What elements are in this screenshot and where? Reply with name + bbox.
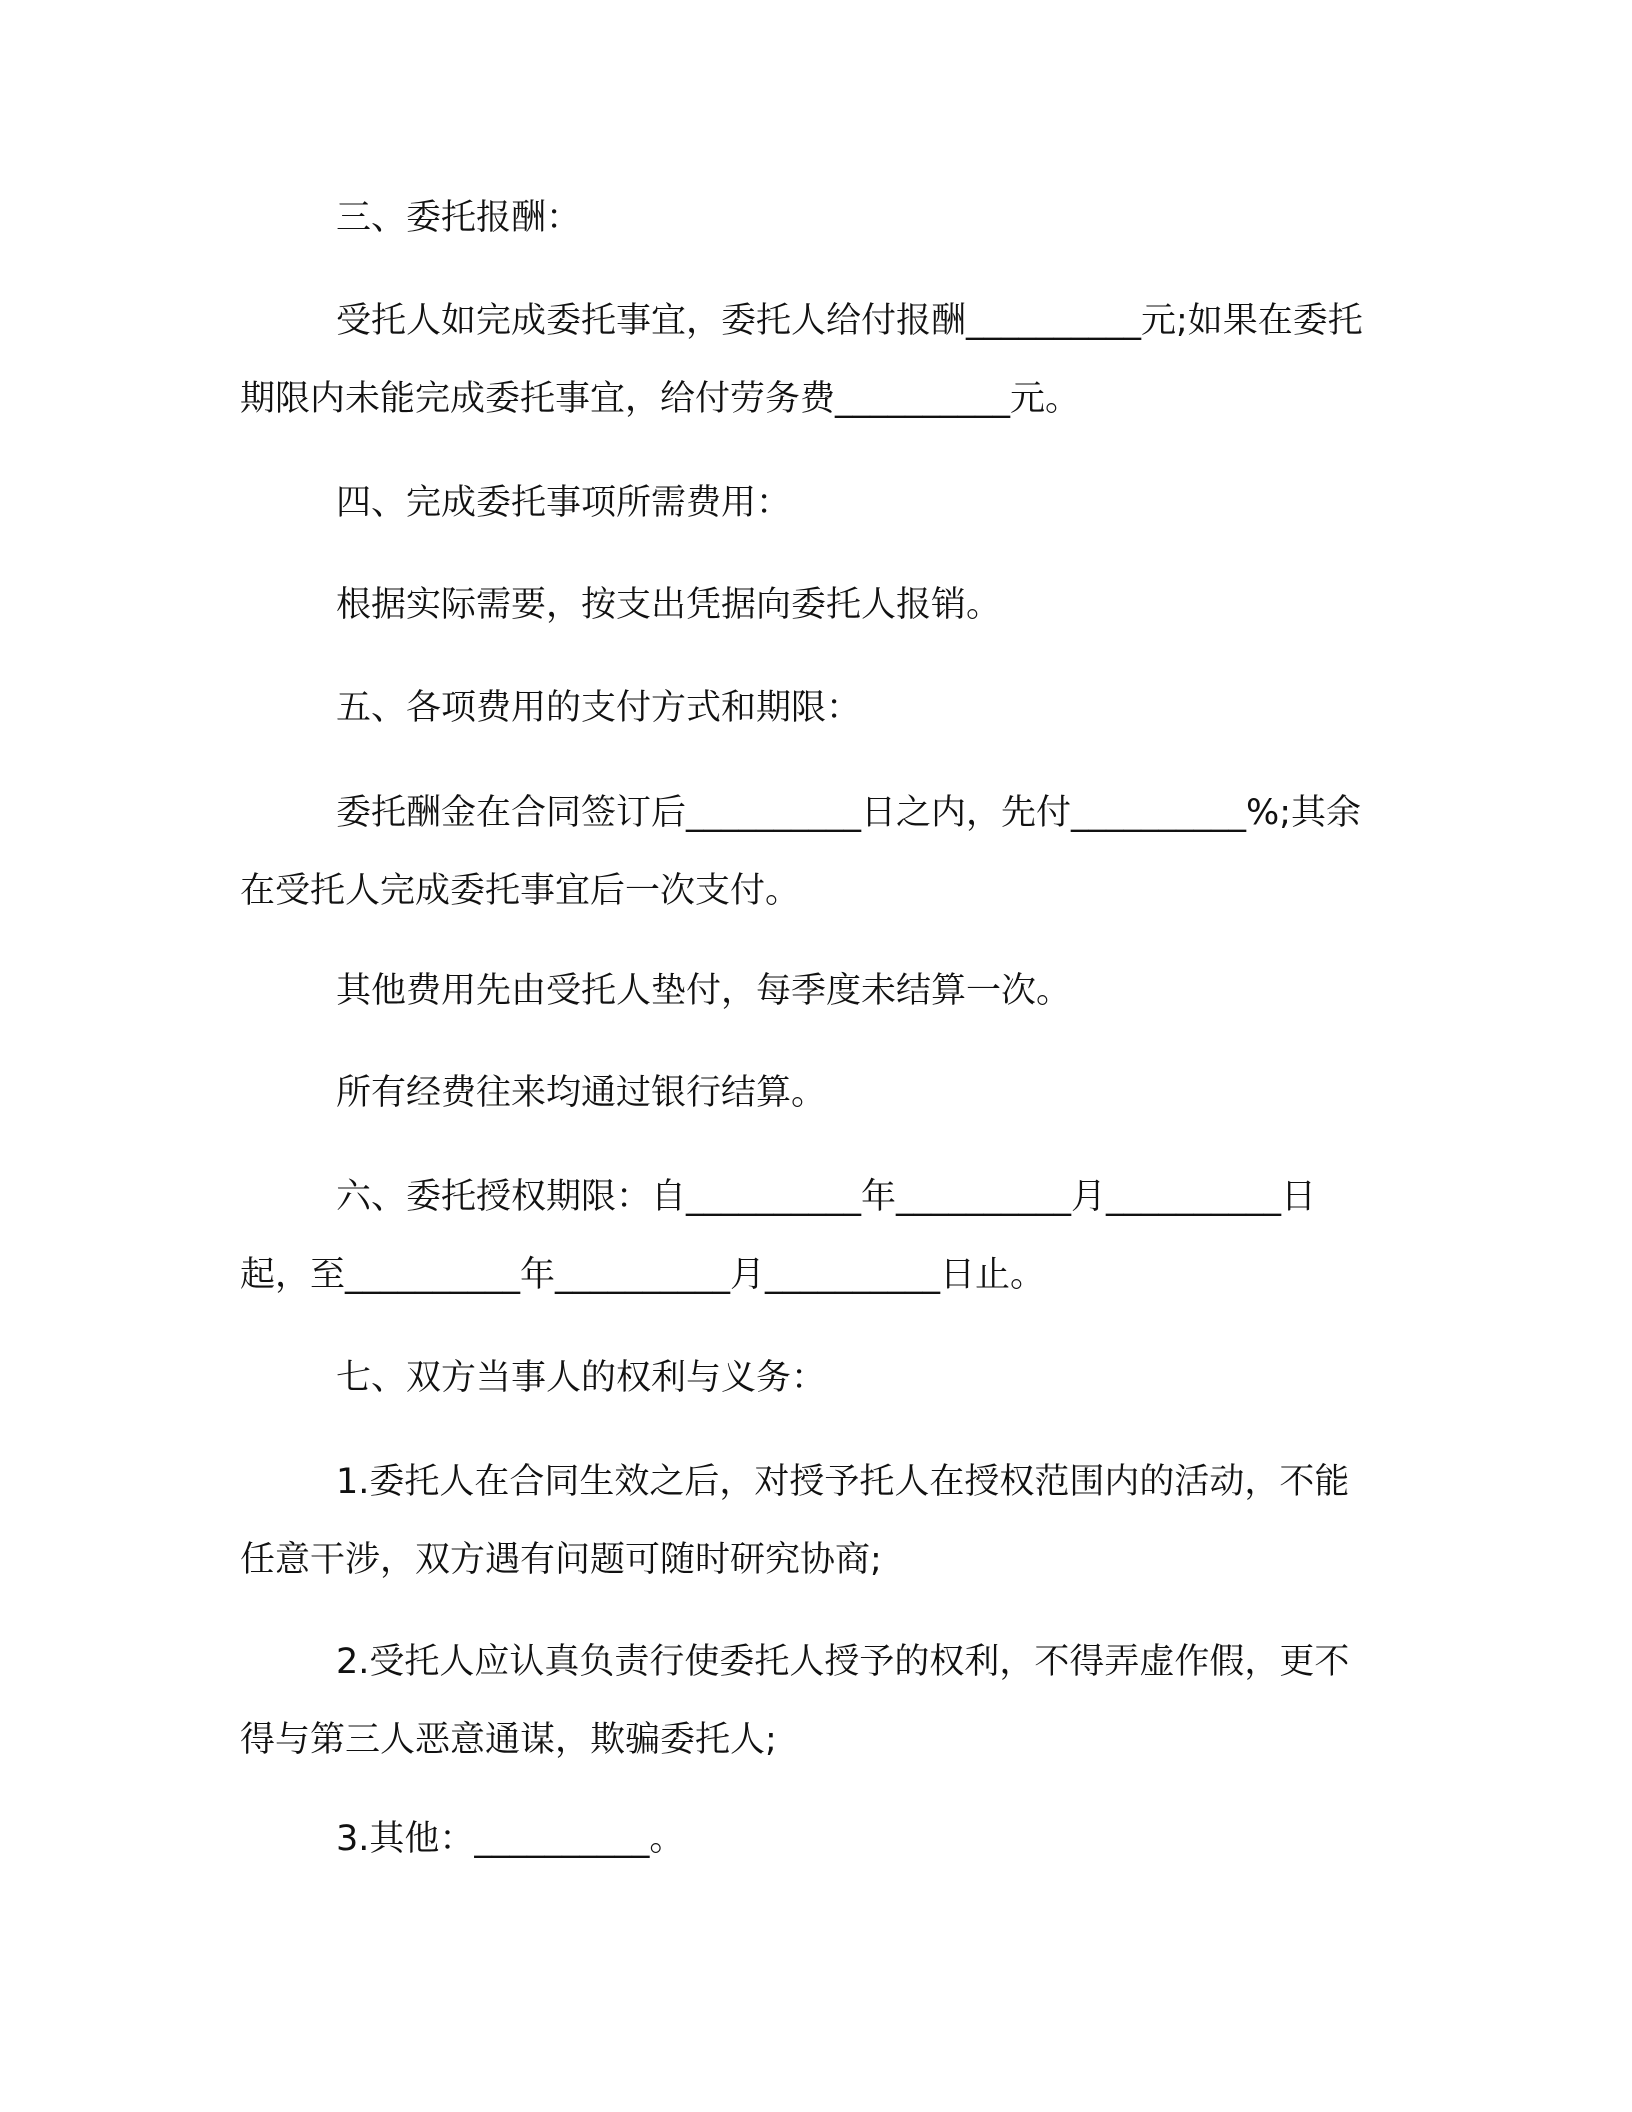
section-7-item-3: 3.其他：__________。 bbox=[336, 1819, 685, 1859]
section-5-heading: 五、各项费用的支付方式和期限： bbox=[336, 688, 862, 728]
section-4-body: 根据实际需要，按支出凭据向委托人报销。 bbox=[336, 585, 1002, 625]
section-5-body-bank: 所有经费往来均通过银行结算。 bbox=[336, 1073, 827, 1113]
section-5-body-payment: 委托酬金在合同签订后__________日之内，先付__________%;其余在受托人完成委托事宜后一次支付。 bbox=[240, 793, 1362, 911]
section-3-heading: 三、委托报酬： bbox=[336, 198, 582, 238]
section-7-heading: 七、双方当事人的权利与义务： bbox=[336, 1358, 827, 1398]
section-3-body: 受托人如完成委托事宜，委托人给付报酬__________元;如果在委托期限内未能完成委托事宜，给付劳务费__________元。 bbox=[240, 301, 1363, 419]
section-5-body-other-fees: 其他费用先由受托人垫付，每季度未结算一次。 bbox=[336, 971, 1072, 1011]
section-7-item-2: 2.受托人应认真负责行使委托人授予的权利，不得弄虚作假，更不得与第三人恶意通谋，欺骗委托人; bbox=[240, 1642, 1350, 1760]
section-7-item-1: 1.委托人在合同生效之后，对授予托人在授权范围内的活动，不能任意干涉，双方遇有问题可随时研究协商; bbox=[240, 1462, 1350, 1580]
section-6-term: 六、委托授权期限：自__________年__________月__________日起，至__________年__________月__________日止。 bbox=[240, 1177, 1317, 1295]
section-4-heading: 四、完成委托事项所需费用： bbox=[336, 483, 792, 523]
